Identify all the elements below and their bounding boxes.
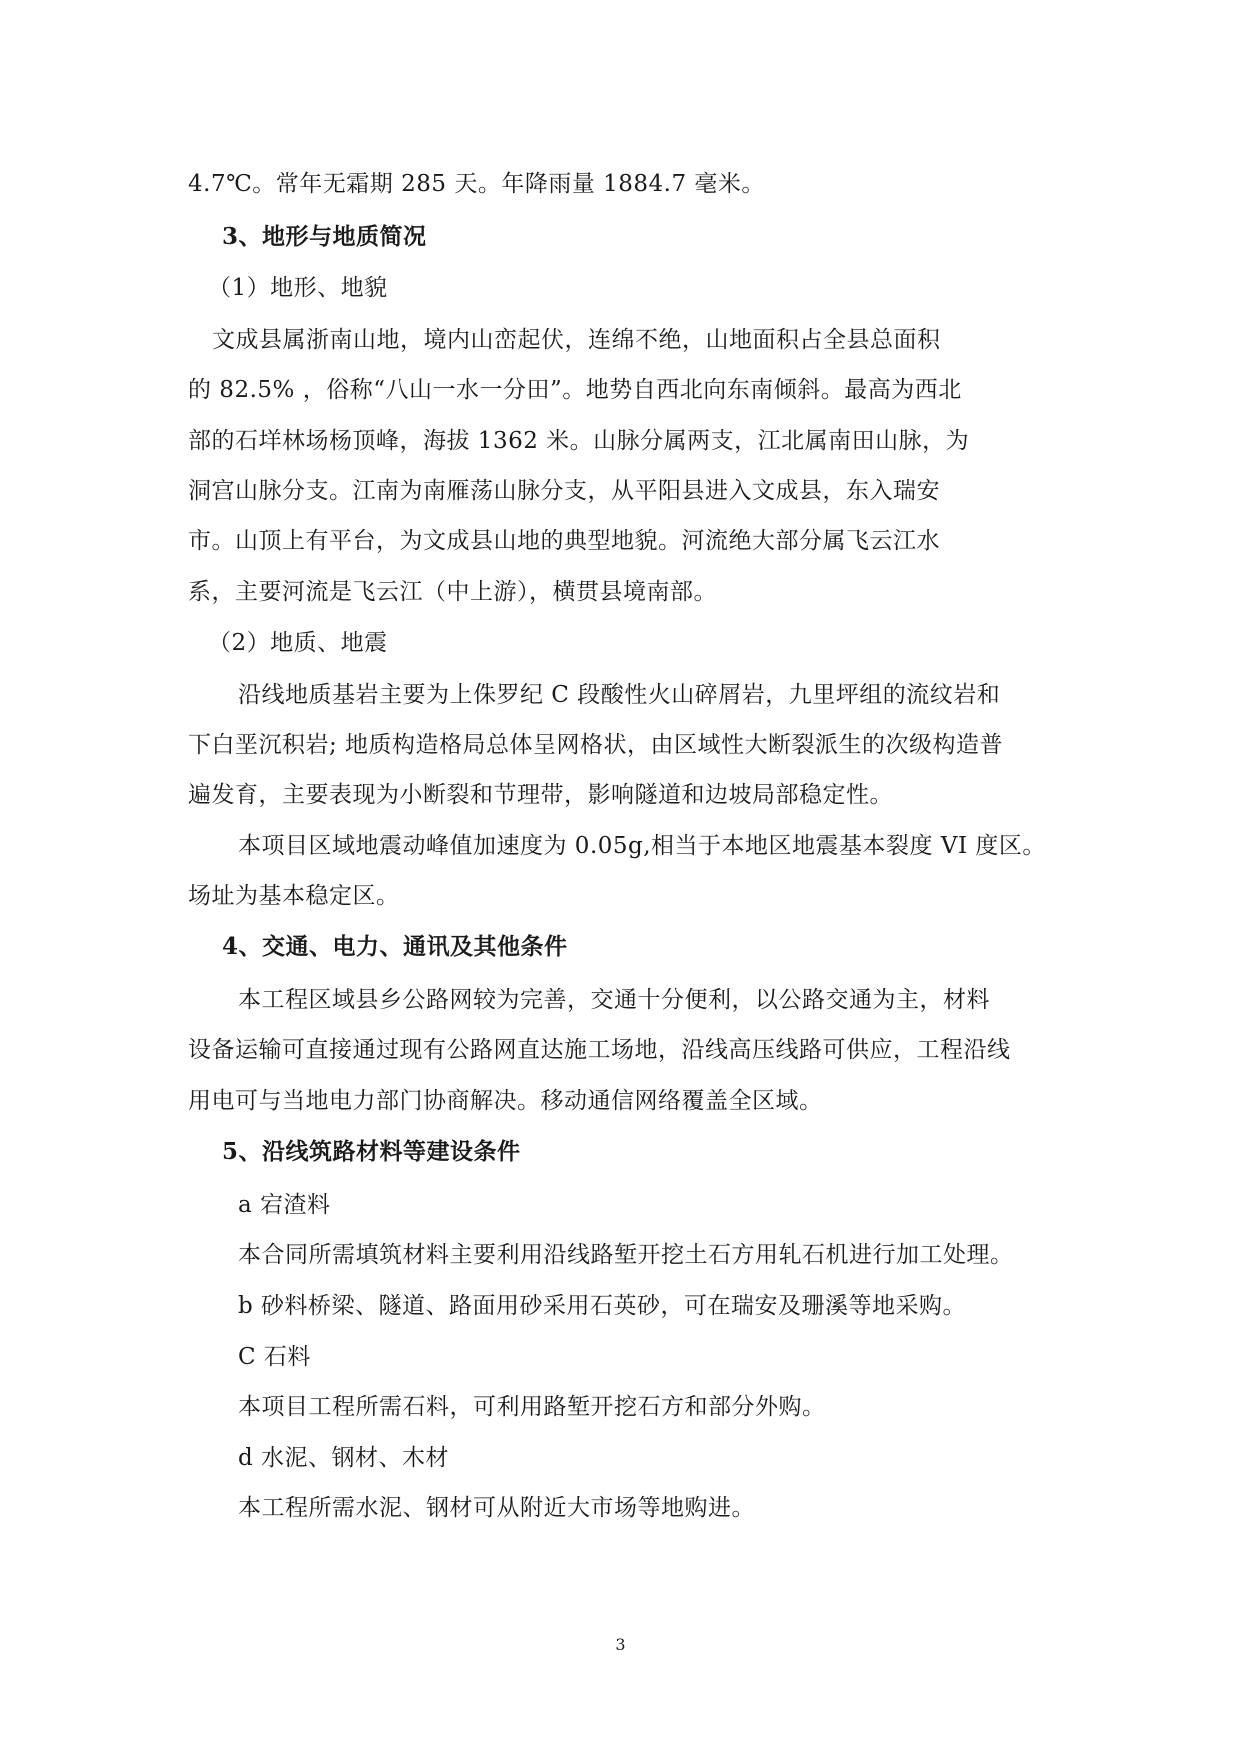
geology-paragraph-line-2: 下白垩沉积岩; 地质构造格局总体呈网格状，由区域性大断裂派生的次级构造普 — [188, 732, 1004, 758]
material-d-description: 本工程所需水泥、钢材可从附近大市场等地购进。 — [238, 1495, 755, 1521]
terrain-paragraph-line-1: 文成县属浙南山地，境内山峦起伏，连绵不绝，山地面积占全县总面积 — [212, 327, 941, 353]
terrain-paragraph-line-6: 系，主要河流是飞云江（中上游），横贯县境南部。 — [188, 579, 717, 605]
transport-paragraph-line-1: 本工程区域县乡公路网较为完善，交通十分便利，以公路交通为主，材料 — [238, 987, 990, 1013]
section-heading-terrain-geology: 3、地形与地质简况 — [222, 223, 427, 250]
climate-text-continued: 4.7℃。常年无霜期 285 天。年降雨量 1884.7 毫米。 — [188, 171, 765, 197]
subsection-heading-geology: （2）地质、地震 — [208, 630, 388, 656]
material-b-description: b 砂料桥梁、隧道、路面用砂采用石英砂，可在瑞安及珊溪等地采购。 — [238, 1293, 967, 1319]
transport-paragraph-line-3: 用电可与当地电力部门协商解决。移动通信网络覆盖全区域。 — [188, 1088, 823, 1114]
seismic-paragraph-line-2: 场址为基本稳定区。 — [188, 883, 400, 909]
material-c-description: 本项目工程所需石料，可利用路堑开挖石方和部分外购。 — [238, 1394, 826, 1420]
geology-paragraph-line-1: 沿线地质基岩主要为上侏罗纪 C 段酸性火山碎屑岩，九里坪组的流纹岩和 — [238, 682, 1001, 708]
transport-paragraph-line-2: 设备运输可直接通过现有公路网直达施工场地，沿线高压线路可供应，工程沿线 — [188, 1037, 1011, 1063]
page-number: 3 — [615, 1635, 626, 1654]
subsection-heading-terrain: （1）地形、地貌 — [208, 275, 388, 301]
material-d-heading: d 水泥、钢材、木材 — [238, 1445, 450, 1471]
material-c-heading: C 石料 — [238, 1344, 311, 1370]
geology-paragraph-line-3: 遍发育，主要表现为小断裂和节理带，影响隧道和边坡局部稳定性。 — [188, 782, 893, 808]
terrain-paragraph-line-5: 市。山顶上有平台，为文成县山地的典型地貌。河流绝大部分属飞云江水 — [188, 528, 940, 554]
terrain-paragraph-line-2: 的 82.5% ，俗称“八山一水一分田”。地势自西北向东南倾斜。最高为西北 — [188, 377, 962, 403]
section-heading-materials: 5、沿线筑路材料等建设条件 — [222, 1138, 521, 1165]
section-heading-transport: 4、交通、电力、通讯及其他条件 — [222, 933, 568, 960]
material-a-heading: a 宕渣料 — [238, 1192, 331, 1218]
material-a-description: 本合同所需填筑材料主要利用沿线路堑开挖土石方用轧石机进行加工处理。 — [238, 1242, 1014, 1268]
seismic-paragraph-line-1: 本项目区域地震动峰值加速度为 0.05g,相当于本地区地震基本裂度 VI 度区。 — [238, 833, 1046, 859]
terrain-paragraph-line-4: 洞宫山脉分支。江南为南雁荡山脉分支，从平阳县进入文成县，东入瑞安 — [188, 478, 940, 504]
terrain-paragraph-line-3: 部的石垟林场杨顶峰，海拔 1362 米。山脉分属两支，江北属南田山脉，为 — [188, 428, 970, 454]
